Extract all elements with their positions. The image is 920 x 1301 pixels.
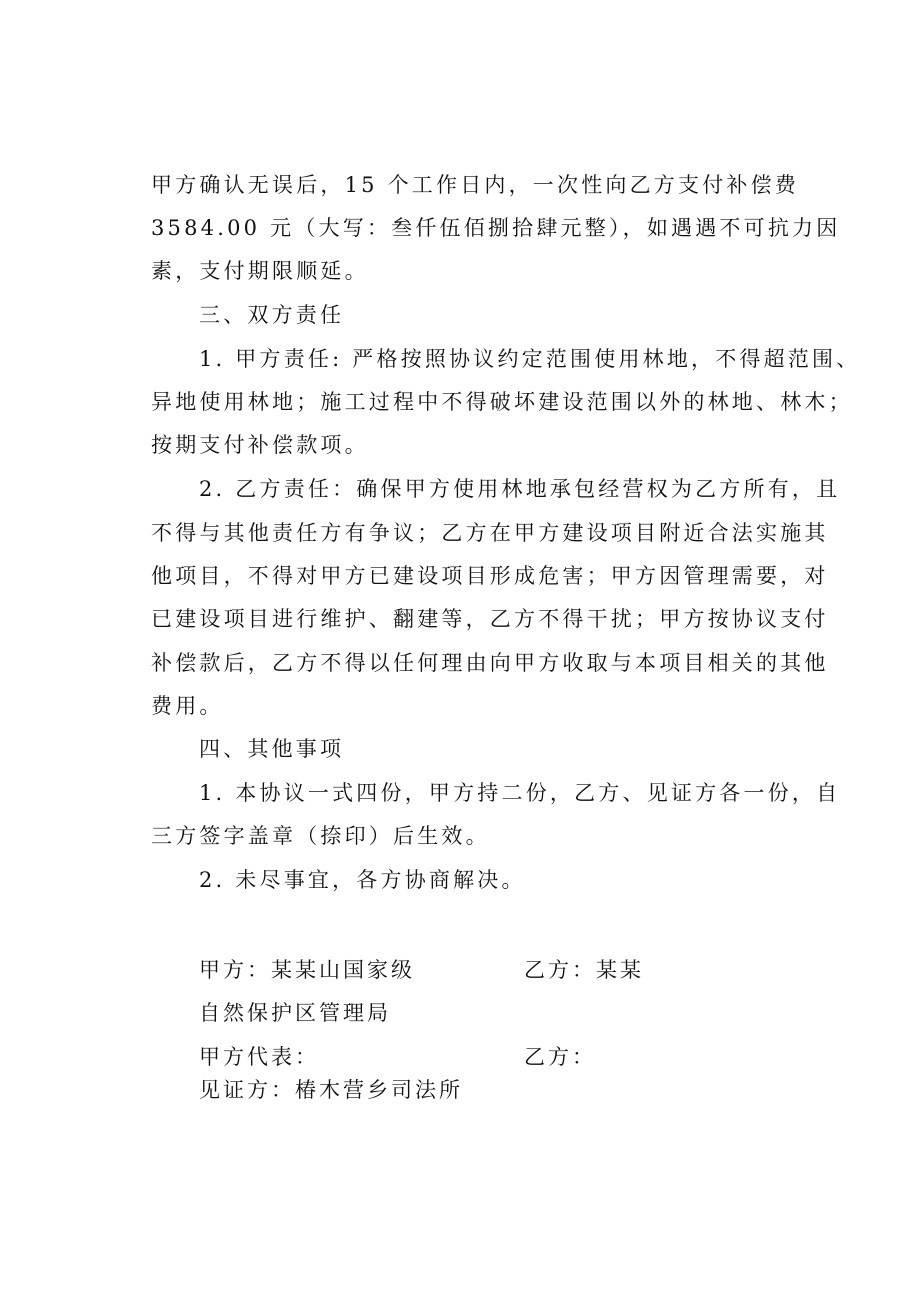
party-a-duty-line-2: 异地使用林地；施工过程中不得破坏建设范围以外的林地、林木；: [151, 390, 853, 414]
payment-line-2: 3584.00 元（大写：叁仟伍佰捌拾肆元整），如遇遇不可抗力因: [151, 216, 841, 240]
other-item-2: 2. 未尽事宜，各方协商解决。: [199, 868, 526, 892]
party-b-duty-line-3: 他项目，不得对甲方已建设项目形成危害；甲方因管理需要，对: [151, 564, 829, 588]
party-b-name: 乙方：某某: [524, 958, 644, 982]
section-heading-responsibilities: 三、双方责任: [199, 303, 345, 327]
party-b-signature: 乙方：: [524, 1045, 596, 1069]
party-b-duty-line-4: 已建设项目进行维护、翻建等，乙方不得干扰；甲方按协议支付: [151, 607, 829, 631]
payment-line-1: 甲方确认无误后，15 个工作日内，一次性向乙方支付补偿费: [151, 173, 799, 197]
party-a-name-line-1: 甲方：某某山国家级: [199, 958, 415, 982]
party-b-duty-line-6: 费用。: [151, 694, 224, 718]
party-b-duty-line-5: 补偿款后，乙方不得以任何理由向甲方收取与本项目相关的其他: [151, 651, 829, 675]
other-item-1-line-2: 三方签字盖章（捺印）后生效。: [151, 824, 490, 848]
party-a-representative: 甲方代表：: [199, 1045, 319, 1069]
witness-party: 见证方：椿木营乡司法所: [199, 1078, 463, 1102]
section-heading-other-matters: 四、其他事项: [199, 737, 345, 761]
party-a-name-line-2: 自然保护区管理局: [199, 1001, 391, 1025]
payment-line-3: 素，支付期限顺延。: [151, 259, 369, 283]
party-b-duty-line-2: 不得与其他责任方有争议；乙方在甲方建设项目附近合法实施其: [151, 521, 829, 545]
other-item-1-line-1: 1. 本协议一式四份，甲方持二份，乙方、见证方各一份，自: [199, 781, 841, 805]
party-b-duty-line-1: 2. 乙方责任：确保甲方使用林地承包经营权为乙方所有，且: [199, 477, 841, 501]
party-a-duty-line-1: 1. 甲方责任: 严格按照协议约定范围使用林地，不得超范围、: [199, 347, 861, 371]
party-a-duty-line-3: 按期支付补偿款项。: [151, 433, 369, 457]
